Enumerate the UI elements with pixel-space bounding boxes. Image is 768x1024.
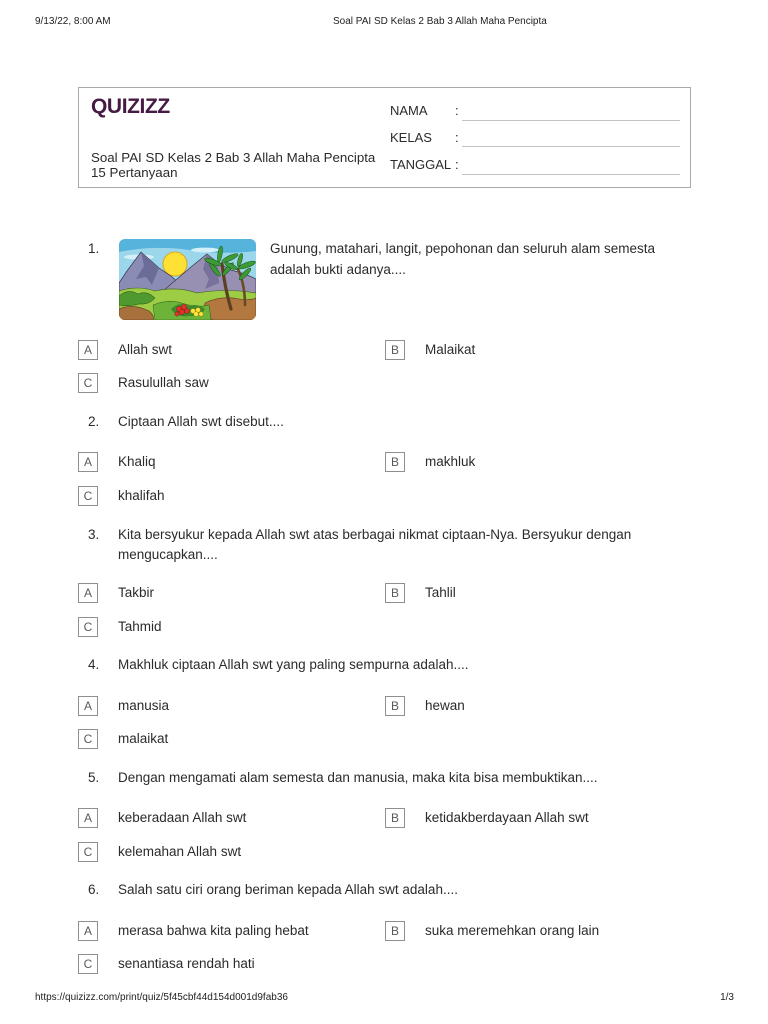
page-number: 1/3 xyxy=(720,992,734,1003)
option-a-text: merasa bahwa kita paling hebat xyxy=(118,923,309,938)
field-label: TANGGAL xyxy=(390,157,452,172)
option-c-letter: C xyxy=(78,373,98,393)
question-2 xyxy=(0,412,768,507)
option-c-text: senantiasa rendah hati xyxy=(118,956,255,971)
question-text: mengucapkan.... xyxy=(118,547,218,562)
question-number: 1. xyxy=(88,241,100,256)
question-text: Ciptaan Allah swt disebut.... xyxy=(118,414,284,429)
date-field xyxy=(390,157,682,177)
question-number: 2. xyxy=(88,414,100,429)
option-c-letter: C xyxy=(78,842,98,862)
option-a-letter: A xyxy=(78,921,98,941)
quiz-header xyxy=(78,87,691,188)
option-a-letter: A xyxy=(78,340,98,360)
field-label: NAMA xyxy=(390,103,428,118)
option-c-letter: C xyxy=(78,617,98,637)
option-b-letter: B xyxy=(385,808,405,828)
option-b-letter: B xyxy=(385,340,405,360)
field-underline xyxy=(462,174,680,175)
option-b-text: ketidakberdayaan Allah swt xyxy=(425,810,589,825)
option-c-text: khalifah xyxy=(118,488,165,503)
option-a-letter: A xyxy=(78,452,98,472)
option-b-letter: B xyxy=(385,452,405,472)
option-a-text: Khaliq xyxy=(118,454,156,469)
option-a-text: manusia xyxy=(118,698,170,713)
quiz-title: Soal PAI SD Kelas 2 Bab 3 Allah Maha Pencipta xyxy=(91,150,376,165)
option-b-text: suka meremehkan orang lain xyxy=(425,923,600,938)
option-a-text: Takbir xyxy=(118,585,155,600)
option-c-letter: C xyxy=(78,729,98,749)
option-c-text: kelemahan Allah swt xyxy=(118,844,242,859)
option-a-text: Allah swt xyxy=(118,342,173,357)
option-a-letter: A xyxy=(78,583,98,603)
question-text: adalah bukti adanya.... xyxy=(270,262,406,277)
field-colon: : xyxy=(455,130,459,145)
field-colon: : xyxy=(455,103,459,118)
question-text: Makhluk ciptaan Allah swt yang paling sempurna adalah.... xyxy=(118,657,469,672)
question-1 xyxy=(0,239,768,395)
question-text: Kita bersyukur kepada Allah swt atas berbagai nikmat ciptaan-Nya. Bersyukur dengan xyxy=(118,527,632,542)
question-3 xyxy=(0,525,768,638)
question-4 xyxy=(0,655,768,750)
question-text: Gunung, matahari, langit, pepohonan dan seluruh alam semesta xyxy=(270,241,656,256)
question-text: Dengan mengamati alam semesta dan manusia, maka kita bisa membuktikan.... xyxy=(118,770,598,785)
field-colon: : xyxy=(455,157,459,172)
landscape-illustration xyxy=(119,239,256,320)
field-underline xyxy=(462,146,680,147)
quizizz-logo: QUIZIZZ xyxy=(91,95,170,118)
option-c-text: Tahmid xyxy=(118,619,162,634)
option-b-text: Tahlil xyxy=(425,585,456,600)
question-6 xyxy=(0,880,768,975)
name-field xyxy=(390,103,682,123)
question-number: 3. xyxy=(88,527,100,542)
print-page-title: Soal PAI SD Kelas 2 Bab 3 Allah Maha Pencipta xyxy=(333,16,547,27)
option-b-letter: B xyxy=(385,583,405,603)
option-c-text: Rasulullah saw xyxy=(118,375,209,390)
question-number: 4. xyxy=(88,657,100,672)
option-c-letter: C xyxy=(78,954,98,974)
option-b-text: Malaikat xyxy=(425,342,476,357)
question-count: 15 Pertanyaan xyxy=(91,165,178,180)
print-url[interactable]: https://quizizz.com/print/quiz/5f45cbf44d154d001d9fab36 xyxy=(35,992,288,1003)
option-a-letter: A xyxy=(78,696,98,716)
field-label: KELAS xyxy=(390,130,432,145)
option-b-letter: B xyxy=(385,921,405,941)
field-underline xyxy=(462,120,680,121)
option-a-text: keberadaan Allah swt xyxy=(118,810,247,825)
question-number: 6. xyxy=(88,882,100,897)
option-c-letter: C xyxy=(78,486,98,506)
question-number: 5. xyxy=(88,770,100,785)
class-field xyxy=(390,130,682,150)
option-c-text: malaikat xyxy=(118,731,169,746)
option-b-text: hewan xyxy=(425,698,465,713)
option-a-letter: A xyxy=(78,808,98,828)
question-text: Salah satu ciri orang beriman kepada Allah swt adalah.... xyxy=(118,882,458,897)
option-b-letter: B xyxy=(385,696,405,716)
print-datetime: 9/13/22, 8:00 AM xyxy=(35,16,111,27)
option-b-text: makhluk xyxy=(425,454,476,469)
question-5 xyxy=(0,768,768,863)
